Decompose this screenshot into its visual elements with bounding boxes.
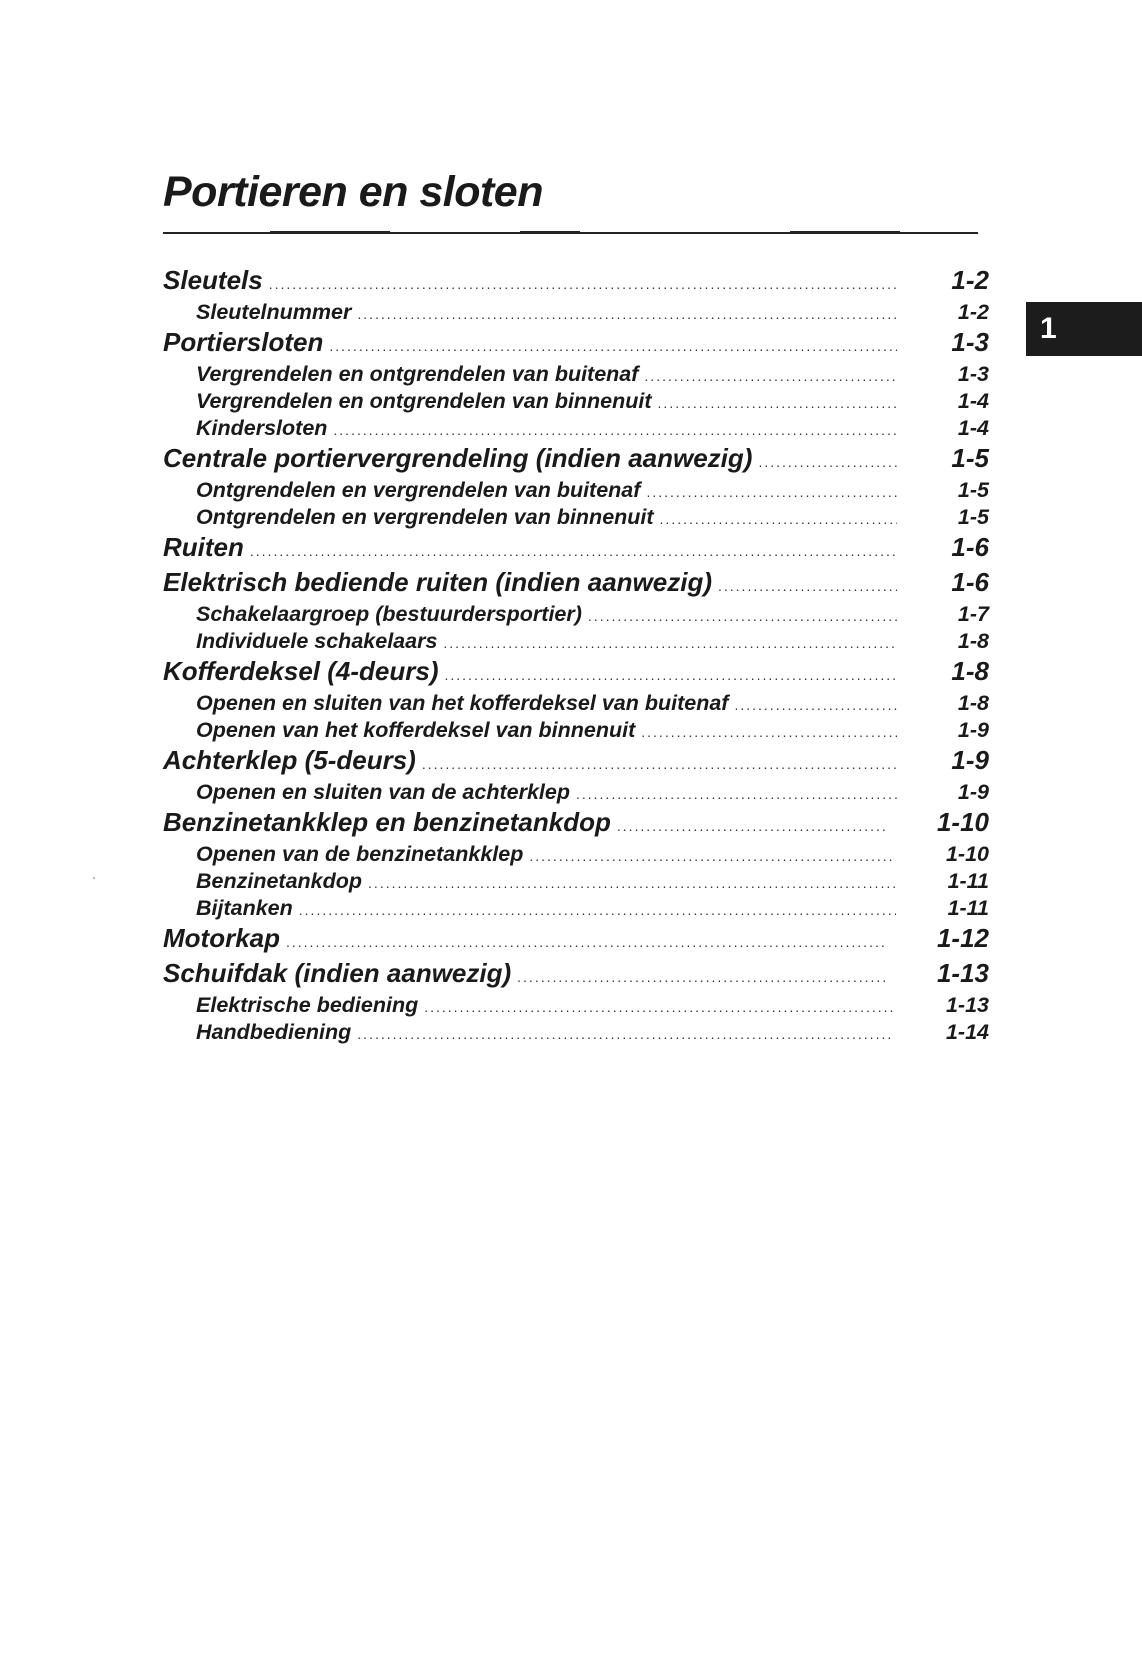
toc-entry-label: Bijtanken — [196, 896, 293, 920]
toc-page-number: 1-5 — [951, 443, 989, 473]
toc-leader-dots — [617, 818, 885, 834]
toc-entry-label: Vergrendelen en ontgrendelen van buitenaf — [196, 362, 639, 386]
toc-page-number: 1-4 — [957, 416, 989, 440]
toc-subsection[interactable] — [163, 362, 989, 389]
toc-page-number: 1-7 — [957, 602, 989, 626]
toc-entry-label: Openen van het kofferdeksel van binnenuit — [196, 718, 636, 742]
toc-section[interactable] — [163, 532, 989, 567]
toc-entry-label: Openen en sluiten van de achterklep — [196, 780, 570, 804]
toc-page-number: 1-13 — [936, 958, 989, 988]
toc-leader-dots — [576, 786, 897, 802]
toc-page-number: 1-5 — [957, 505, 989, 529]
toc-subsection[interactable] — [163, 505, 989, 532]
toc-subsection[interactable] — [163, 478, 989, 505]
toc-page-number: 1-9 — [957, 718, 989, 742]
toc-entry-label: Centrale portiervergrendeling (indien aanwezig) — [163, 443, 753, 473]
chapter-tab — [1026, 302, 1142, 356]
toc-page-number: 1-10 — [936, 807, 989, 837]
toc-subsection[interactable] — [163, 842, 989, 869]
toc-leader-dots — [269, 276, 897, 292]
toc-entry-label: Benzinetankklep en benzinetankdop — [163, 807, 611, 837]
toc-entry-label: Kofferdeksel (4-deurs) — [163, 656, 439, 686]
toc-subsection[interactable] — [163, 896, 989, 923]
toc-subsection[interactable] — [163, 389, 989, 416]
toc-page-number: 1-5 — [957, 478, 989, 502]
title-underline-segment — [520, 231, 580, 234]
toc-subsection[interactable] — [163, 300, 989, 327]
toc-page-number: 1-6 — [951, 567, 989, 597]
toc-leader-dots — [588, 608, 897, 624]
toc-entry-label: Elektrisch bediende ruiten (indien aanwezig) — [163, 567, 712, 597]
toc-section[interactable] — [163, 567, 989, 602]
toc-entry-label: Achterklep (5-deurs) — [163, 745, 416, 775]
toc-entry-label: Portiersloten — [163, 327, 324, 357]
chapter-tab-number: 1 — [1040, 312, 1057, 345]
toc-entry-label: Sleutels — [163, 265, 263, 295]
toc-page-number: 1-10 — [945, 842, 989, 866]
toc-entry-label: Openen en sluiten van het kofferdeksel van buitenaf — [196, 691, 729, 715]
toc-entry-label: Kindersloten — [196, 416, 328, 440]
toc-leader-dots — [660, 511, 897, 527]
toc-section[interactable] — [163, 656, 989, 691]
toc-page-number: 1-8 — [957, 629, 989, 653]
title-underline-segment — [790, 231, 900, 234]
toc-subsection[interactable] — [163, 718, 989, 745]
toc-subsection[interactable] — [163, 993, 989, 1020]
toc-page-number: 1-2 — [957, 300, 989, 324]
table-of-contents — [163, 265, 989, 1047]
toc-leader-dots — [641, 724, 897, 740]
toc-entry-label: Ruiten — [163, 532, 244, 562]
toc-leader-dots — [443, 635, 897, 651]
toc-entry-label: Motorkap — [163, 923, 280, 953]
toc-leader-dots — [299, 902, 896, 918]
toc-leader-dots — [250, 543, 897, 559]
toc-section[interactable] — [163, 807, 989, 842]
toc-leader-dots — [368, 875, 896, 891]
toc-page-number: 1-13 — [945, 993, 989, 1017]
toc-leader-dots — [286, 934, 885, 950]
toc-section[interactable] — [163, 443, 989, 478]
toc-entry-label: Ontgrendelen en vergrendelen van binnenuit — [196, 505, 654, 529]
toc-section[interactable] — [163, 923, 989, 958]
toc-section[interactable] — [163, 745, 989, 780]
toc-leader-dots — [445, 667, 898, 683]
toc-leader-dots — [422, 756, 897, 772]
toc-subsection[interactable] — [163, 416, 989, 443]
toc-subsection[interactable] — [163, 691, 989, 718]
toc-entry-label: Individuele schakelaars — [196, 629, 438, 653]
toc-section[interactable] — [163, 265, 989, 300]
toc-entry-label: Ontgrendelen en vergrendelen van buitenaf — [196, 478, 641, 502]
toc-subsection[interactable] — [163, 629, 989, 656]
toc-entry-label: Handbediening — [196, 1020, 352, 1044]
toc-page-number: 1-2 — [951, 265, 989, 295]
toc-page-number: 1-11 — [947, 869, 989, 893]
toc-page-number: 1-14 — [945, 1020, 989, 1044]
toc-entry-label: Sleutelnummer — [196, 300, 352, 324]
toc-leader-dots — [357, 306, 897, 322]
toc-page-number: 1-8 — [957, 691, 989, 715]
toc-leader-dots — [658, 395, 897, 411]
toc-entry-label: Elektrische bediening — [196, 993, 419, 1017]
toc-page-number: 1-3 — [957, 362, 989, 386]
toc-leader-dots — [718, 578, 897, 594]
toc-page-number: 1-3 — [951, 327, 989, 357]
toc-subsection[interactable] — [163, 869, 989, 896]
toc-page-number: 1-9 — [951, 745, 989, 775]
toc-leader-dots — [333, 422, 897, 438]
toc-leader-dots — [424, 999, 894, 1015]
scan-speck — [93, 877, 95, 879]
toc-entry-label: Vergrendelen en ontgrendelen van binnenuit — [196, 389, 652, 413]
toc-leader-dots — [329, 338, 897, 354]
toc-entry-label: Benzinetankdop — [196, 869, 363, 893]
toc-leader-dots — [758, 454, 897, 470]
toc-leader-dots — [644, 368, 897, 384]
toc-leader-dots — [646, 484, 897, 500]
toc-subsection[interactable] — [163, 1020, 989, 1047]
toc-page-number: 1-6 — [951, 532, 989, 562]
toc-section[interactable] — [163, 958, 989, 993]
toc-entry-label: Schakelaargroep (bestuurdersportier) — [196, 602, 582, 626]
toc-page-number: 1-8 — [951, 656, 989, 686]
toc-entry-label: Openen van de benzinetankklep — [196, 842, 524, 866]
page-title: Portieren en sloten — [163, 168, 543, 216]
title-underline-segment — [270, 231, 390, 234]
toc-leader-dots — [357, 1026, 894, 1042]
toc-subsection[interactable] — [163, 780, 989, 807]
toc-section[interactable] — [163, 327, 989, 362]
toc-page-number: 1-11 — [947, 896, 989, 920]
toc-leader-dots — [529, 848, 894, 864]
toc-entry-label: Schuifdak (indien aanwezig) — [163, 958, 512, 988]
toc-page-number: 1-12 — [936, 923, 989, 953]
toc-subsection[interactable] — [163, 602, 989, 629]
toc-page-number: 1-4 — [957, 389, 989, 413]
toc-leader-dots — [517, 969, 885, 985]
toc-leader-dots — [734, 697, 897, 713]
toc-page-number: 1-9 — [957, 780, 989, 804]
